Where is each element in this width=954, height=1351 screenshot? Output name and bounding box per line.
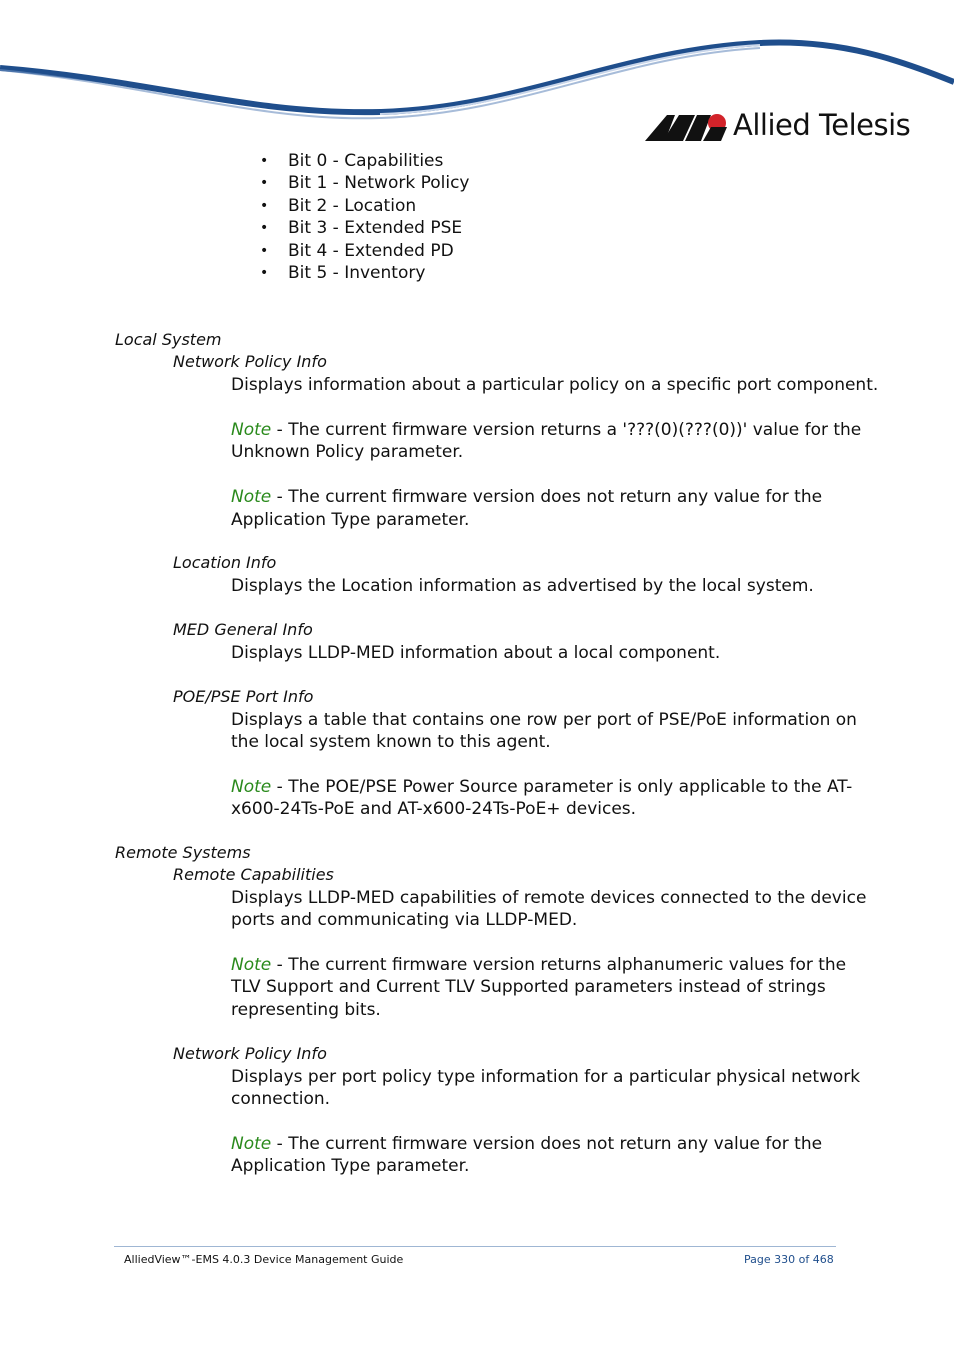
footer-divider	[114, 1246, 836, 1247]
footer-document-title: AlliedView™-EMS 4.0.3 Device Management Guide	[124, 1253, 404, 1266]
note-paragraph	[231, 776, 852, 798]
note-text: - The current firmware version returns alphanumeric values for the	[271, 955, 847, 975]
subheading-poe-pse-port-info: POE/PSE Port Info	[173, 687, 314, 706]
desc-remote-network-policy: connection.	[231, 1089, 331, 1109]
subheading-med-general-info: MED General Info	[173, 620, 313, 639]
list-item: • Bit 0 - Capabilities	[260, 150, 470, 172]
note-text: - The current firmware version does not return any value for the	[271, 487, 823, 507]
note-label: Note	[231, 1134, 272, 1154]
section-heading-remote-systems: Remote Systems	[115, 843, 251, 862]
note-text: TLV Support and Current TLV Supported parameters instead of strings	[231, 977, 826, 997]
list-item: • Bit 2 - Location	[260, 195, 470, 217]
note-text: Unknown Policy parameter.	[231, 442, 464, 462]
subheading-location-info: Location Info	[173, 553, 277, 572]
desc-poe-pse: Displays a table that contains one row per port of PSE/PoE information on	[231, 710, 857, 730]
note-paragraph	[231, 486, 822, 508]
desc-network-policy: Displays information about a particular policy on a specific port component.	[231, 375, 879, 395]
desc-location: Displays the Location information as advertised by the local system.	[231, 576, 814, 596]
list-item: • Bit 1 - Network Policy	[260, 172, 470, 194]
list-item: • Bit 3 - Extended PSE	[260, 217, 470, 239]
note-label: Note	[231, 955, 272, 975]
desc-remote-network-policy: Displays per port policy type information for a particular physical network	[231, 1067, 861, 1087]
desc-poe-pse: the local system known to this agent.	[231, 732, 551, 752]
logo-text: Allied Telesis	[733, 108, 911, 142]
desc-remote-capabilities: ports and communicating via LLDP-MED.	[231, 910, 578, 930]
subheading-remote-capabilities: Remote Capabilities	[173, 865, 334, 884]
desc-med-general: Displays LLDP-MED information about a local component.	[231, 643, 721, 663]
note-paragraph	[231, 954, 846, 976]
footer-page-number: Page 330 of 468	[744, 1253, 834, 1266]
note-label: Note	[231, 777, 272, 797]
note-text: representing bits.	[231, 1000, 381, 1020]
note-text: x600-24Ts-PoE and AT-x600-24Ts-PoE+ devices.	[231, 799, 637, 819]
subheading-remote-network-policy-info: Network Policy Info	[173, 1044, 327, 1063]
note-paragraph	[231, 1133, 822, 1155]
company-logo	[645, 108, 911, 148]
note-text: - The POE/PSE Power Source parameter is only applicable to the AT-	[271, 777, 853, 797]
note-text: Application Type parameter.	[231, 1156, 470, 1176]
bit-list	[260, 150, 470, 284]
list-item: • Bit 4 - Extended PD	[260, 240, 470, 262]
subheading-network-policy-info: Network Policy Info	[173, 352, 327, 371]
section-heading-local-system: Local System	[115, 330, 222, 349]
note-text: - The current firmware version does not return any value for the	[271, 1134, 823, 1154]
note-text: Application Type parameter.	[231, 510, 470, 530]
note-text: - The current firmware version returns a '???(0)(???(0))' value for the	[271, 420, 862, 440]
allied-telesis-mark-icon	[645, 111, 729, 143]
list-item: • Bit 5 - Inventory	[260, 262, 470, 284]
note-label: Note	[231, 487, 272, 507]
note-paragraph	[231, 419, 861, 441]
note-label: Note	[231, 420, 272, 440]
desc-remote-capabilities: Displays LLDP-MED capabilities of remote devices connected to the device	[231, 888, 867, 908]
